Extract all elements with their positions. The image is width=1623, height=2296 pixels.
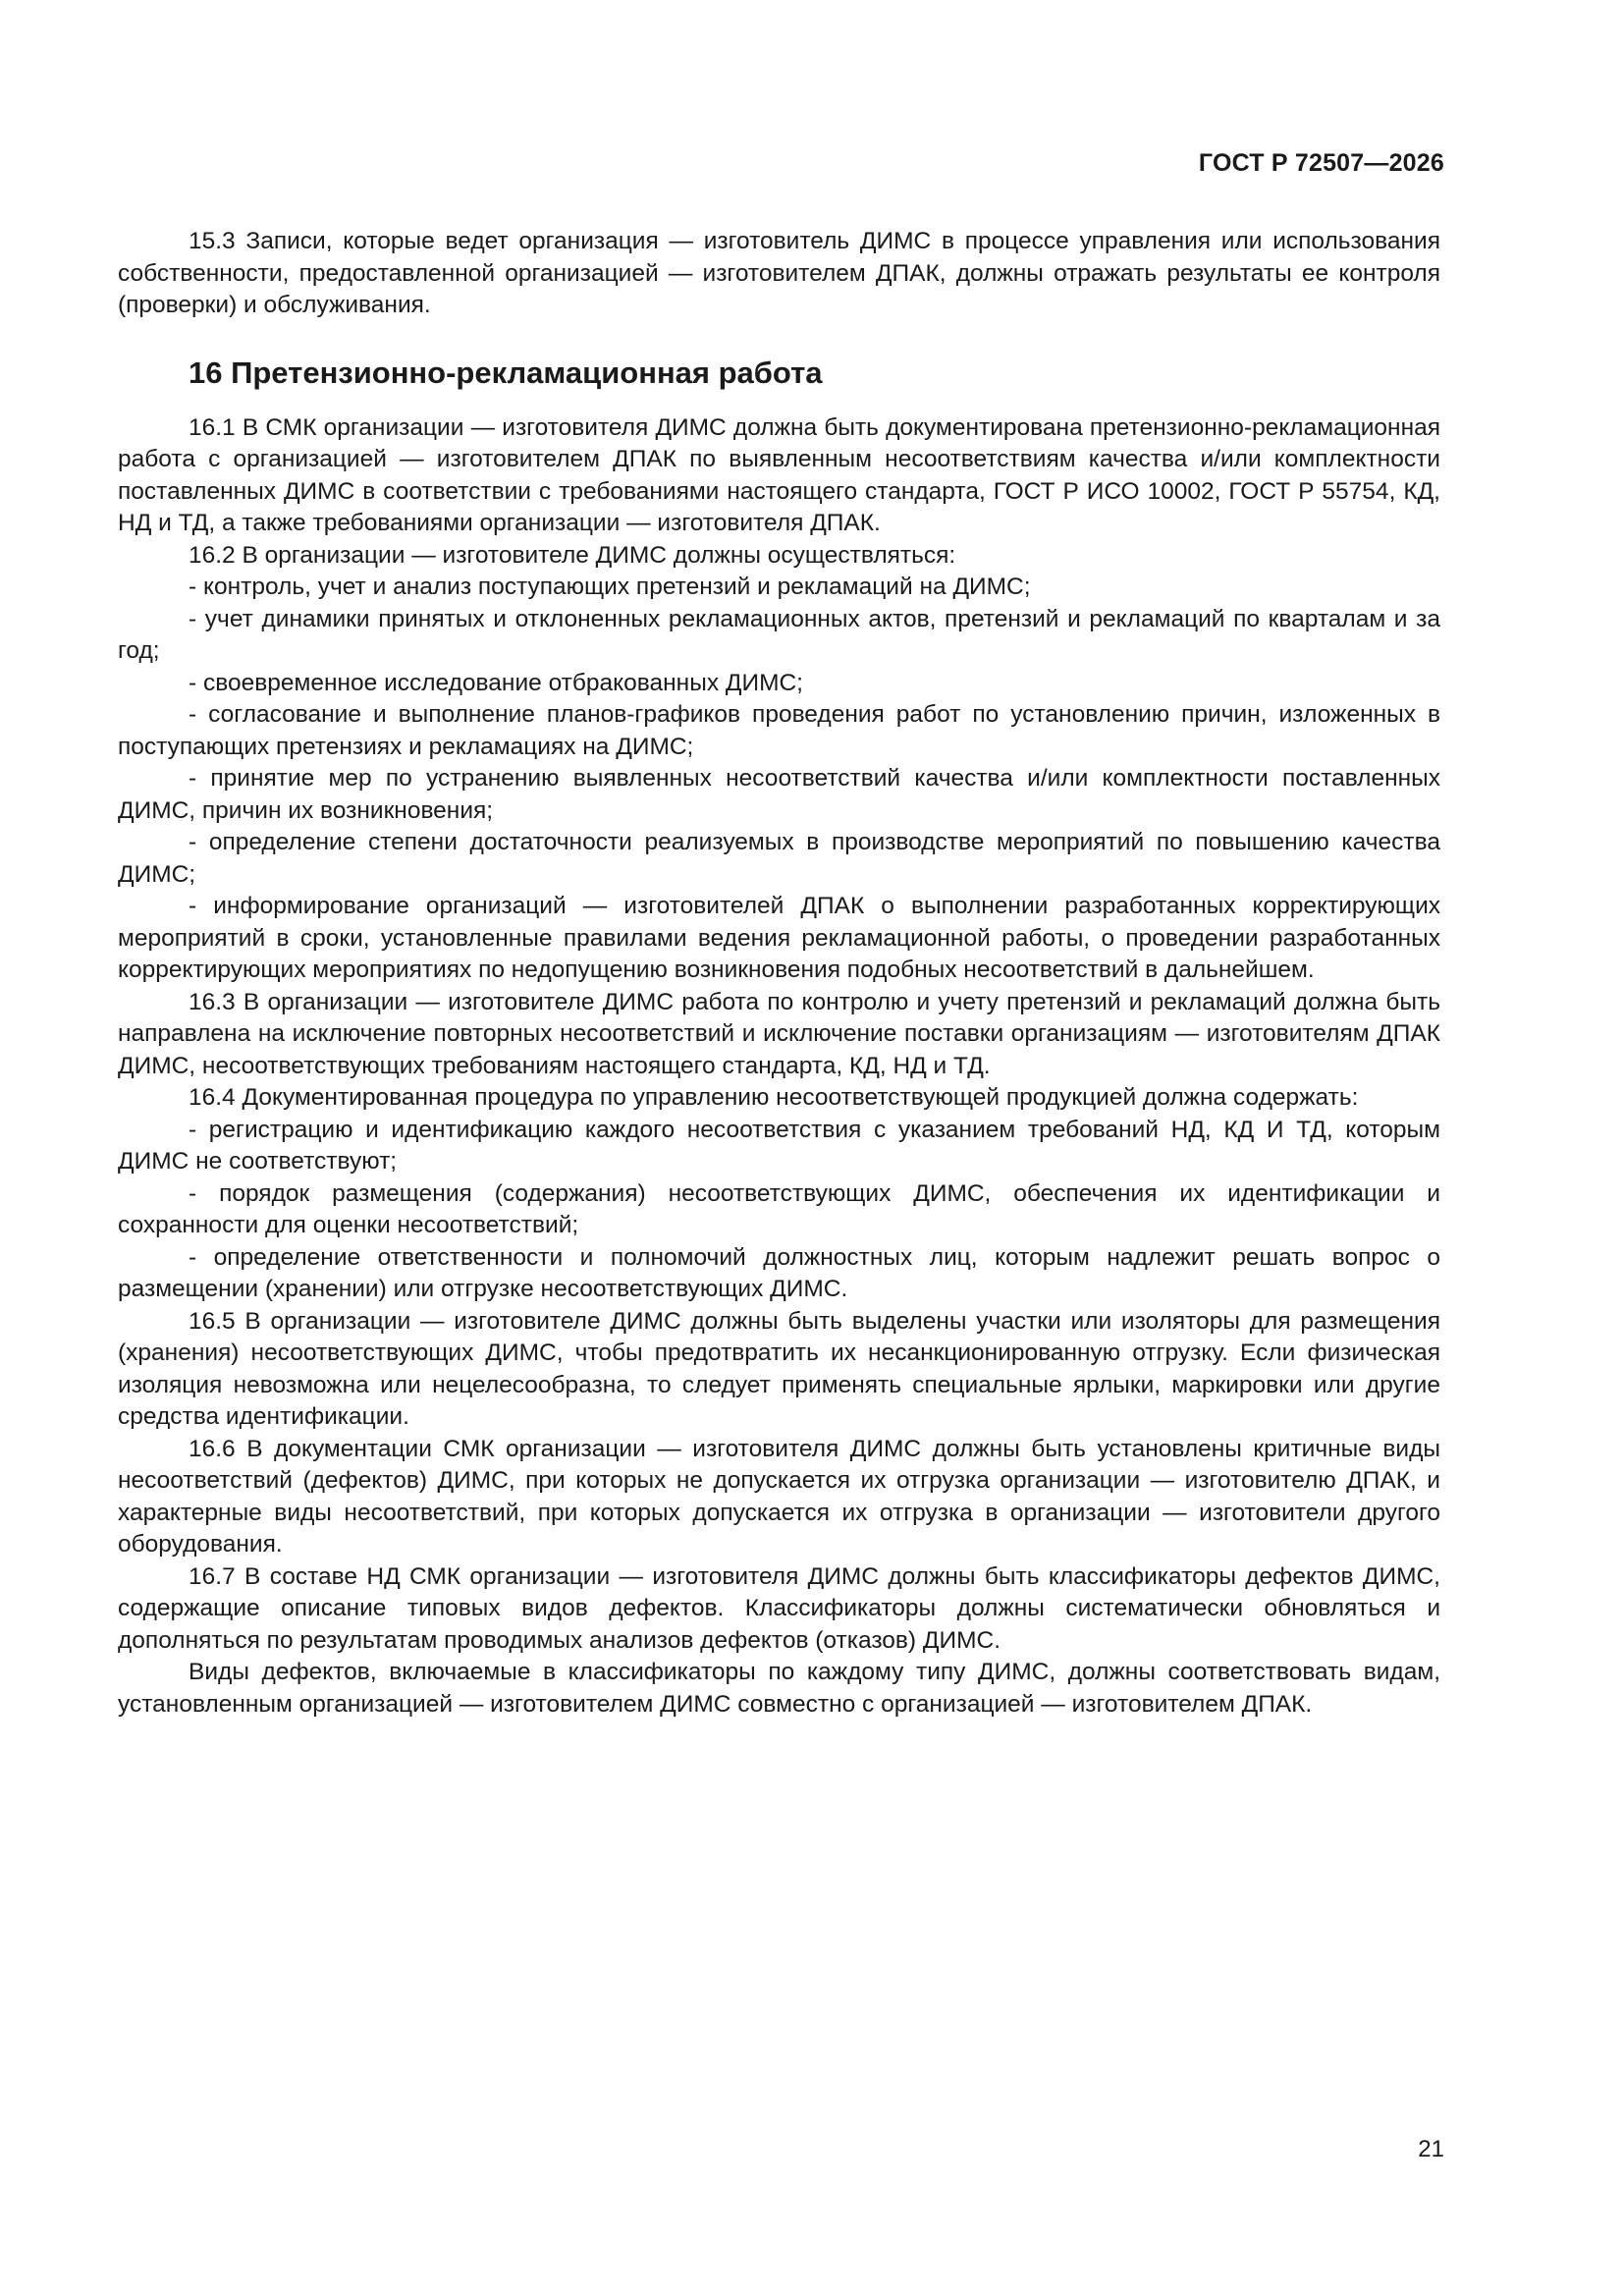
paragraph-16-1: 16.1 В СМК организации — изготовителя ДИМС должна быть документирована претензионно-рекламационная работа с организацией — изготовителем ДПАК по выявленным несоответствиям качества и/или комплектности поставленных ДИМС в соответствии с требованиями настоящего стандарта, ГОСТ Р ИСО 10002, ГОСТ Р 55754, КД, НД и ТД, а также требованиями организации — изготовителя ДПАК. (118, 413, 1440, 536)
list-item: - определение степени достаточности реализуемых в производстве мероприятий по повышению качества ДИМС; (118, 829, 1440, 888)
list-item: - порядок размещения (содержания) несоответствующих ДИМС, обеспечения их идентификации и сохранности для оценки несоответствий; (118, 1179, 1440, 1238)
list-item: - своевременное исследование отбракованных ДИМС; (189, 669, 803, 696)
paragraph-16-2: 16.2 В организации — изготовителе ДИМС должны осуществляться: (189, 541, 956, 569)
paragraph-15-3: 15.3 Записи, которые ведет организация — изготовитель ДИМС в процессе управления или использования собственности, предоставленной организацией — изготовителем ДПАК, должны отражать результаты ее контроля (проверки) и обслуживания. (118, 228, 1440, 318)
list-item: - согласование и выполнение планов-графиков проведения работ по установлению причин, изложенных в поступающих претензиях и рекламациях на ДИМС; (118, 701, 1440, 760)
paragraph-16-7: 16.7 В составе НД СМК организации — изготовителя ДИМС должны быть классификаторы дефектов ДИМС, содержащие описание типовых видов дефектов. Классификаторы должны систематически обновляться и дополняться по результатам проводимых анализов дефектов (отказов) ДИМС. (118, 1562, 1440, 1654)
list-item: - контроль, учет и анализ поступающих претензий и рекламаций на ДИМС; (189, 574, 1031, 600)
page-body (118, 226, 1440, 1721)
list-item: - регистрацию и идентификацию каждого несоответствия с указанием требований НД, КД И ТД, которым ДИМС не соответствуют; (118, 1116, 1440, 1175)
list-item: - принятие мер по устранению выявленных несоответствий качества и/или комплектности поставленных ДИМС, причин их возникновения; (118, 765, 1440, 824)
list-item: - информирование организаций — изготовителей ДПАК о выполнении разработанных корректирующих мероприятий в сроки, установленные правилами ведения рекламационной работы, о проведении разработанных корректирующих мероприятиях по недопущению возникновения подобных несоответствий в дальнейшем. (118, 893, 1440, 983)
list-item: - определение ответственности и полномочий должностных лиц, которым надлежит решать вопрос о размещении (хранении) или отгрузке несоответствующих ДИМС. (118, 1243, 1440, 1302)
paragraph-16-3: 16.3 В организации — изготовителе ДИМС работа по контролю и учету претензий и рекламаций должна быть направлена на исключение повторных несоответствий и исключение поставки организациям — изготовителям ДПАК ДИМС, несоответствующих требованиям настоящего стандарта, КД, НД и ТД. (118, 988, 1440, 1079)
page-number: 21 (1418, 2136, 1444, 2162)
paragraph-16-5: 16.5 В организации — изготовителе ДИМС должны быть выделены участки или изоляторы для размещения (хранения) несоответствующих ДИМС, чтобы предотвратить их несанкционированную отгрузку. Если физическая изоляция невозможна или нецелесообразна, то следует применять специальные ярлыки, маркировки или другие средства идентификации. (118, 1307, 1440, 1430)
paragraph-16-4: 16.4 Документированная процедура по управлению несоответствующей продукцией должна содержать: (189, 1084, 1359, 1111)
paragraph-defect-types: Виды дефектов, включаемые в классификаторы по каждому типу ДИМС, должны соответствовать видам, установленным организацией — изготовителем ДИМС совместно с организацией — изготовителем ДПАК. (118, 1659, 1440, 1718)
document-code: ГОСТ Р 72507—2026 (1198, 149, 1444, 177)
list-item: - учет динамики принятых и отклоненных рекламационных актов, претензий и рекламаций по кварталам и за год; (118, 605, 1440, 664)
section-title: 16 Претензионно-рекламационная работа (189, 355, 823, 390)
paragraph-16-6: 16.6 В документации СМК организации — изготовителя ДИМС должны быть установлены критичные виды несоответствий (дефектов) ДИМС, при которых не допускается их отгрузка организации — изготовителю ДПАК, и характерные виды несоответствий, при которых допускается их отгрузка в организации — изготовители другого оборудования. (118, 1435, 1440, 1558)
